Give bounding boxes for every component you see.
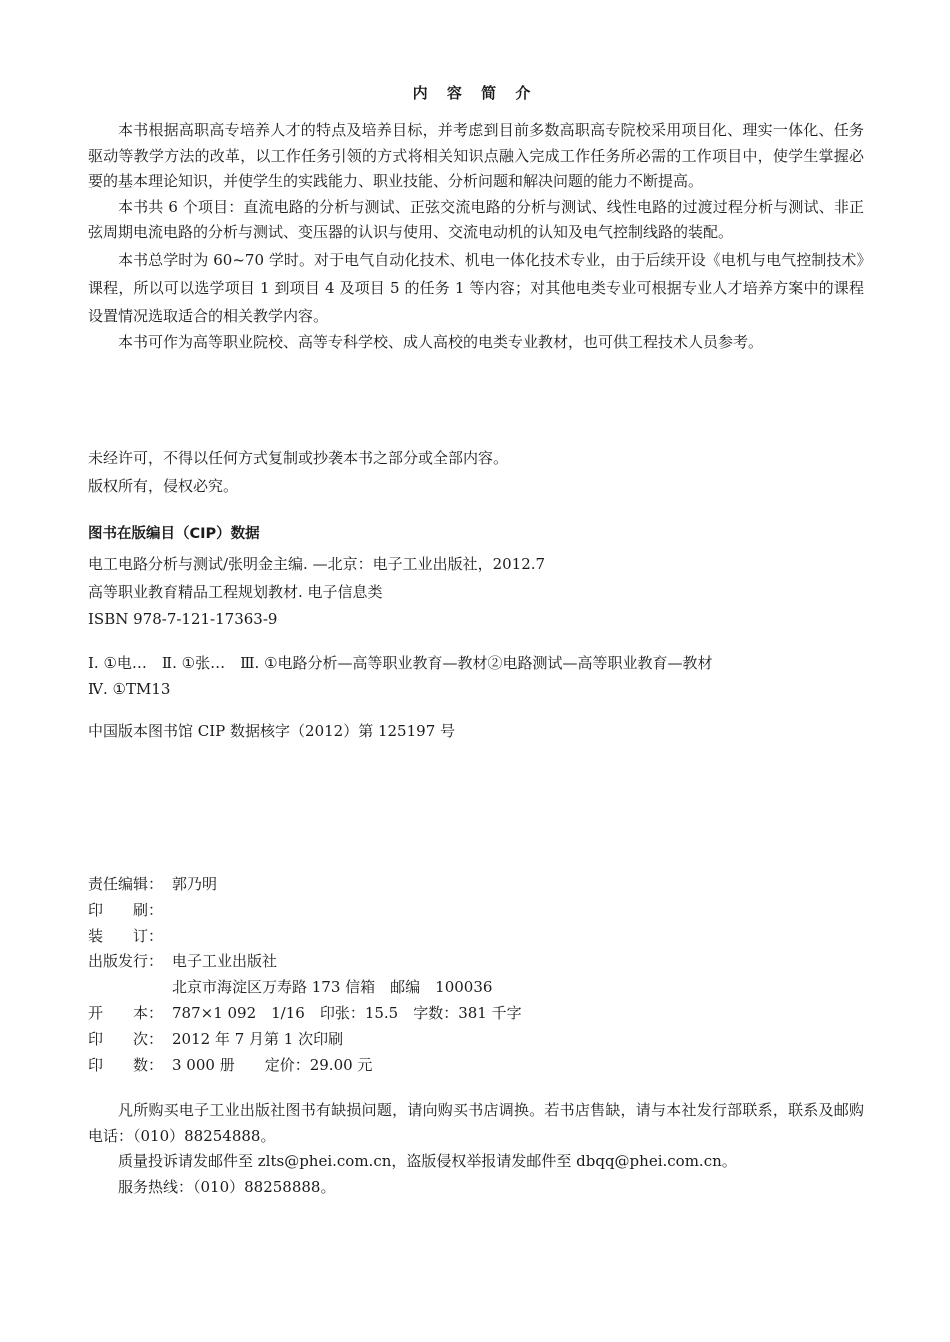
publication-details xyxy=(88,872,522,1078)
address-value: 北京市海淀区万寿路 173 信箱 邮编 100036 xyxy=(172,978,493,997)
print-row xyxy=(88,898,522,924)
bind-label: 装 订： xyxy=(88,926,164,945)
cip-heading: 图书在版编目（CIP）数据 xyxy=(88,526,260,542)
format-label: 开 本： xyxy=(88,1003,164,1022)
edition-row xyxy=(88,1027,522,1053)
cip-classification-line-2: Ⅳ. ①TM13 xyxy=(88,680,171,698)
print-label: 印 刷： xyxy=(88,900,164,919)
intro-paragraph-1: 本书根据高职高专培养人才的特点及培养目标，并考虑到目前多数高职高专院校采用项目化、理实一体化、任务驱动等教学方法的改革，以工作任务引领的方式将相关知识点融入完成工作任务所必需的工作项目中，使学生掌握必要的基本理论知识，并使学生的实践能力、职业技能、分析问题和解决问题的能力不断提高。 xyxy=(88,121,864,191)
copies-row xyxy=(88,1053,522,1079)
cip-series-line: 高等职业教育精品工程规划教材. 电子信息类 xyxy=(88,583,383,601)
copyright-line-1: 未经许可，不得以任何方式复制或抄袭本书之部分或全部内容。 xyxy=(88,449,509,467)
notice-paragraph-1: 凡所购买电子工业出版社图书有缺损问题，请向购买书店调换。若书店售缺，请与本社发行部联系，联系及邮购电话：（010）88254888。 xyxy=(88,1101,864,1145)
edition-label: 印 次： xyxy=(88,1029,164,1048)
cip-isbn: ISBN 978-7-121-17363-9 xyxy=(88,610,278,628)
copyright-notice xyxy=(88,444,508,500)
notice-paragraph-2: 质量投诉请发邮件至 zlts@phei.com.cn，盗版侵权举报请发邮件至 dbqq@phei.com.cn。 xyxy=(118,1152,737,1171)
publisher-label: 出版发行： xyxy=(88,952,164,971)
page-title: 内 容 简 介 xyxy=(412,84,538,102)
bind-row xyxy=(88,924,522,950)
format-row xyxy=(88,1001,522,1027)
notice-paragraph-3: 服务热线：（010）88258888。 xyxy=(118,1177,336,1196)
cip-classification xyxy=(88,650,864,702)
edition-value: 2012 年 7 月第 1 次印刷 xyxy=(172,1029,344,1048)
intro-paragraph-3: 本书总学时为 60~70 学时。对于电气自动化技术、机电一体化技术专业，由于后续开设《电机与电气控制技术》课程，所以可以选学项目 1 到项目 4 及项目 5 的任务 1 等内容；对其他电类专业可根据专业人才培养方案中的课程设置情况选取适合的相关教学内容。 xyxy=(88,250,864,325)
editor-label: 责任编辑： xyxy=(88,875,164,893)
address-row xyxy=(88,975,522,1001)
copies-label: 印 数： xyxy=(88,1055,164,1074)
copyright-line-2: 版权所有，侵权必究。 xyxy=(88,477,239,495)
publisher-row xyxy=(88,949,522,975)
editor-value: 郭乃明 xyxy=(172,875,218,893)
editor-row xyxy=(88,872,522,898)
customer-notice xyxy=(88,1098,864,1200)
intro-paragraph-2: 本书共 6 个项目：直流电路的分析与测试、正弦交流电路的分析与测试、线性电路的过渡过程分析与测试、非正弦周期电流电路的分析与测试、变压器的认识与使用、交流电动机的认知及电气控制线路的装配。 xyxy=(88,197,864,242)
cip-approval-number: 中国版本图书馆 CIP 数据核字（2012）第 125197 号 xyxy=(88,722,456,740)
publisher-value: 电子工业出版社 xyxy=(172,952,278,971)
content-introduction xyxy=(88,118,864,356)
copies-value: 3 000 册 定价：29.00 元 xyxy=(172,1055,373,1074)
cip-title-line: 电工电路分析与测试/张明金主编. —北京：电子工业出版社，2012.7 xyxy=(88,555,546,573)
intro-paragraph-4: 本书可作为高等职业院校、高等专科学校、成人高校的电类专业教材，也可供工程技术人员参考。 xyxy=(118,332,764,351)
format-value: 787×1 092 1/16 印张：15.5 字数：381 千字 xyxy=(172,1003,522,1022)
cip-classification-line-1: Ⅰ. ①电… Ⅱ. ①张… Ⅲ. ①电路分析—高等职业教育—教材②电路测试—高等职业教育—教材 xyxy=(88,654,713,672)
